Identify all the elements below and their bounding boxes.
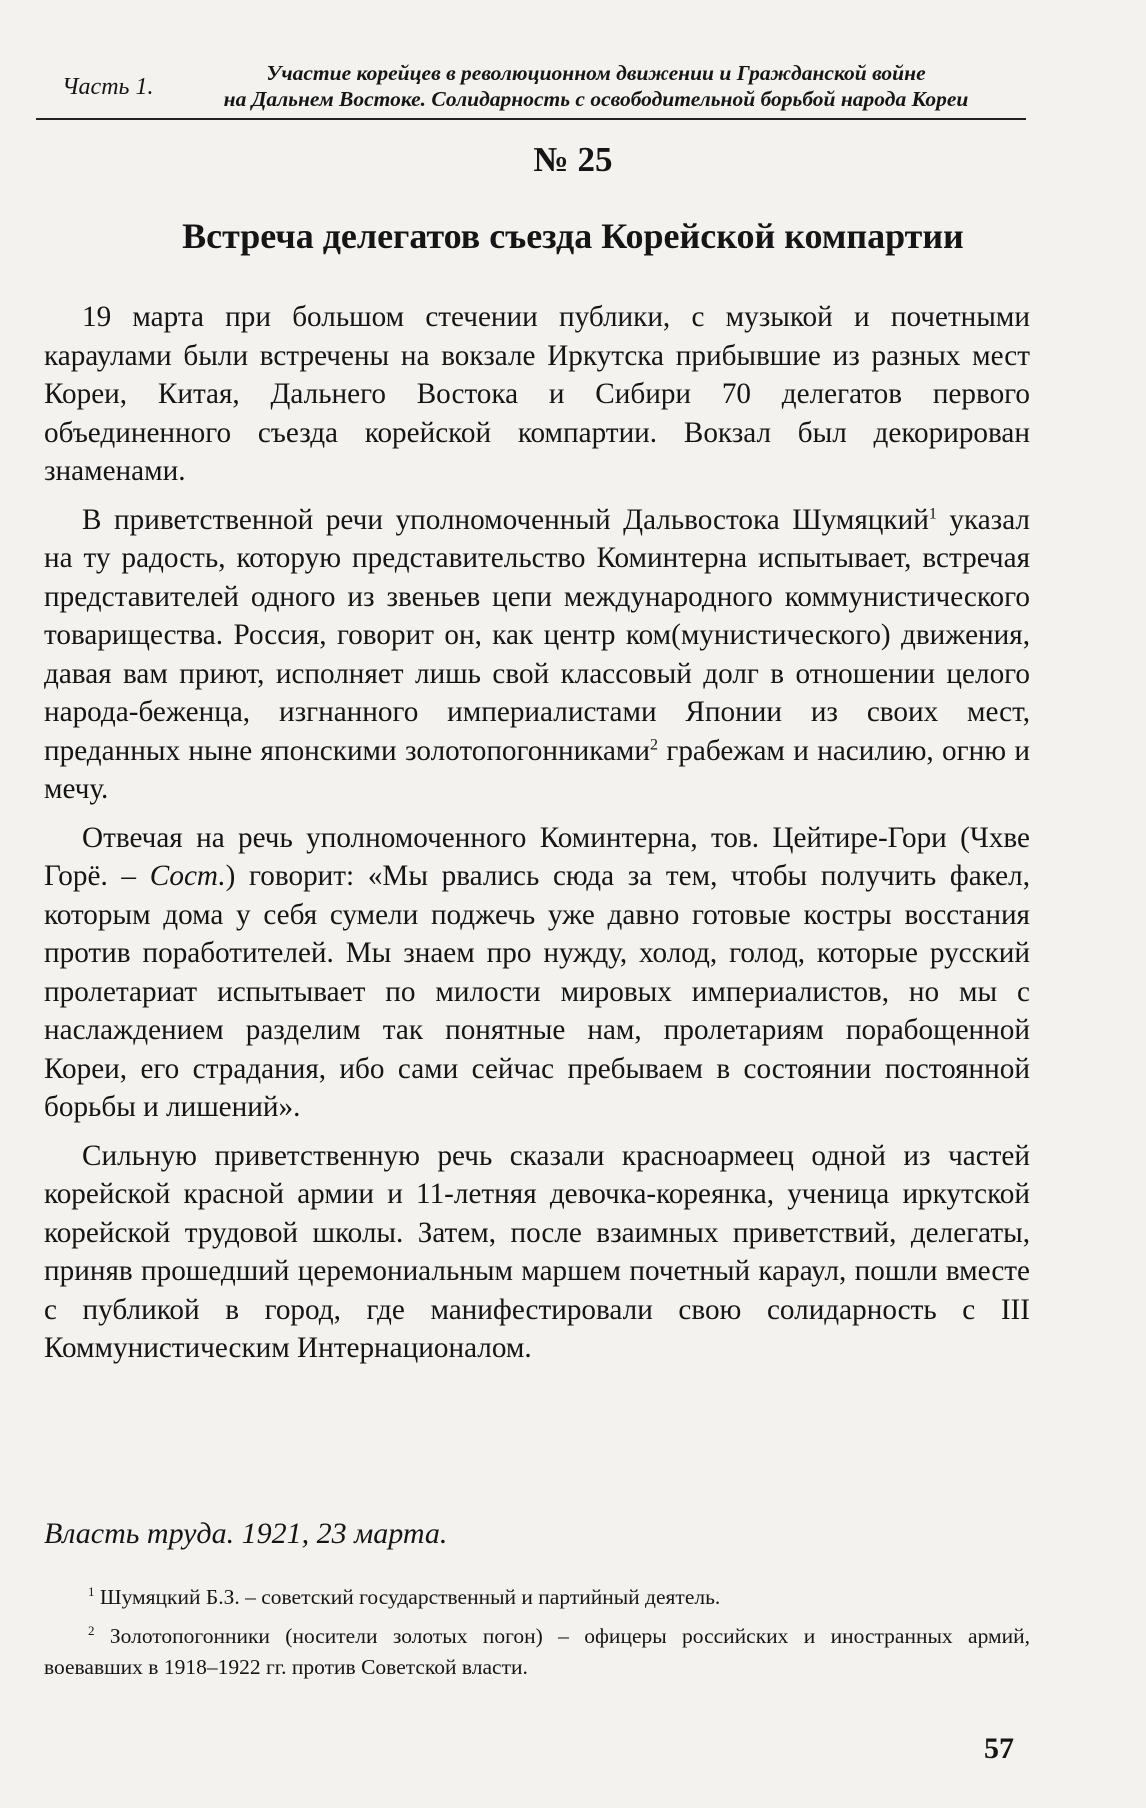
header-titles (166, 60, 1026, 112)
footnotes (44, 1582, 1030, 1691)
footnote-1: $^1$ Шумяцкий Б.З. – советский государственный и партийный деятель. (88, 1583, 721, 1609)
header-part-label: Часть 1. (62, 74, 154, 100)
footnote-2: $^2$ Золотопогонники (носители золотых погон) – офицеры российских и иностранных армий, воевавших в 1918–1922 гг. против Советской власти. (44, 1622, 1030, 1679)
running-header (36, 60, 1026, 120)
paragraph-2: В приветственной речи уполномоченный Дальвостока Шумяцкий$^1$ указал на ту радость, которую представительство Коминтерна испытывает, встречая представителей одного из звеньев цепи международного коммунистического товарищества. Россия, говорит он, как центр ком(мунистического) движения, давая вам приют, исполняет лишь свой классовый долг в отношении целого народа-беженца, изгнанного империалистами Японии из своих мест, преданных ныне японскими золотопогонниками$^2$ грабежам и насилию, огню и мечу. (44, 503, 1030, 805)
document-number: № 25 (533, 140, 613, 179)
footnote-ref-2: 2 (650, 735, 659, 753)
paragraph-3: Отвечая на речь уполномоченного Коминтерна, тов. Цейтире-Гори (Чхве Горё. – Сост.) говорит: «Мы рвались сюда за тем, чтобы получить факел, которым дома у себя сумели поджечь уже давно готовые костры восстания против поработителей. Мы знаем про нужду, холод, голод, которые русский пролетариат испытывает по милости мировых империалистов, но мы с наслаждением разделим так понятные нам, пролетариям порабощенной Кореи, его страдания, ибо сами сейчас пребываем в состоянии постоянной борьбы и лишений». (44, 821, 1030, 1123)
page-number: 57 (984, 1732, 1014, 1765)
paragraph-4: Сильную приветственную речь сказали красноармеец одной из частей корейской красной армии и 11-летняя девочка-кореянка, ученица иркутской корейской трудовой школы. Затем, после взаимных приветствий, делегаты, приняв прошедший церемониальным маршем почетный караул, пошли вместе с публикой в город, где манифестировали свою солидарность с III Коммунистическим Интернационалом. (44, 1139, 1030, 1364)
source-citation: Власть труда. 1921, 23 марта. (44, 1517, 448, 1550)
header-line-1: Участие корейцев в революционном движении и Гражданской войне (266, 61, 926, 85)
document-title: Встреча делегатов съезда Корейской компартии (182, 216, 964, 256)
document-body (44, 298, 1030, 1378)
paragraph-1: 19 марта при большом стечении публики, с музыкой и почетными караулами были встречены на вокзале Иркутска прибывшие из разных мест Кореи, Китая, Дальнего Востока и Сибири 70 делегатов первого объединенного съезда корейской компартии. Вокзал был декорирован знаменами. (44, 301, 1030, 487)
header-line-2: на Дальнем Востоке. Солидарность с освободительной борьбой народа Кореи (223, 87, 969, 111)
footnote-ref-1: 1 (928, 504, 937, 522)
